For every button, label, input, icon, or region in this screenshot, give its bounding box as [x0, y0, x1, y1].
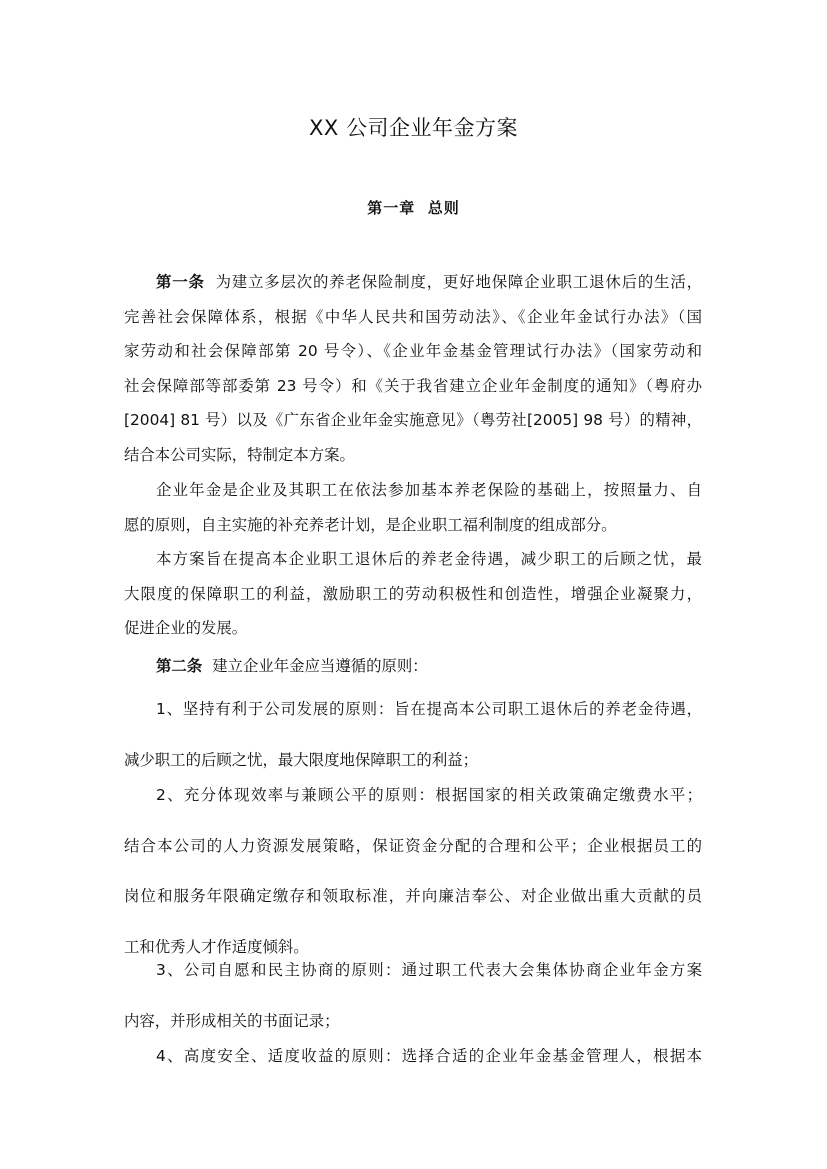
article-1-paragraph: [124, 265, 702, 473]
article-1-line-6: 结合本公司实际，特制定本方案。: [124, 445, 355, 464]
article-2-label: 第二条: [156, 657, 203, 675]
article-1-line-4: 社会保障部等部委第 23 号令）和《关于我省建立企业年金制度的通知》（粤府办: [124, 376, 702, 395]
para-3-line-1: 本方案旨在提高本企业职工退休后的养老金待遇，减少职工的后顾之忧，最: [156, 550, 702, 568]
principle-2-line-3: 岗位和服务年限确定缴存和领取标准，并向廉洁奉公、对企业做出重大贡献的员: [124, 887, 702, 906]
article-1-label: 第一条: [156, 273, 205, 291]
chapter-heading: 第一章 总则: [367, 199, 460, 217]
document-title: XX 公司企业年金方案: [309, 116, 518, 140]
para-3-line-2: 大限度的保障职工的利益，激励职工的劳动积极性和创造性，增强企业凝聚力，: [124, 584, 702, 603]
para-2-line-1: 企业年金是企业及其职工在依法参加基本养老保险的基础上，按照量力、自: [156, 481, 702, 499]
pension-definition-paragraph: [124, 473, 702, 542]
principle-2-line-4: 工和优秀人才作适度倾斜。: [124, 937, 309, 956]
principle-4-line-1: 4、高度安全、适度收益的原则：选择合适的企业年金基金管理人，根据本: [156, 1047, 702, 1065]
principle-2-line-2: 结合本公司的人力资源发展策略，保证资金分配的合理和公平；企业根据员工的: [124, 836, 702, 855]
principle-2-line-1: 2、充分体现效率与兼顾公平的原则：根据国家的相关政策确定缴费水平；: [156, 786, 702, 804]
article-2-text: 建立企业年金应当遵循的原则：: [212, 657, 428, 675]
article-1-line-2: 完善社会保障体系，根据《中华人民共和国劳动法》、《企业年金试行办法》（国: [124, 307, 702, 326]
principle-1-line-2: 减少职工的后顾之忧，最大限度地保障职工的利益；: [124, 750, 478, 769]
article-2-paragraph: [124, 654, 702, 678]
article-1-line-3: 家劳动和社会保障部第 20 号令）、《企业年金基金管理试行办法》（国家劳动和: [124, 342, 702, 361]
principle-3-line-1: 3、公司自愿和民主协商的原则：通过职工代表大会集体协商企业年金方案: [156, 961, 702, 979]
principle-4-paragraph: [124, 1031, 702, 1082]
principle-1-line-1: 1、坚持有利于公司发展的原则：旨在提高本公司职工退休后的养老金待遇，: [156, 700, 702, 718]
principle-3-line-2: 内容，并形成相关的书面记录；: [124, 1011, 340, 1030]
principle-2-paragraph: [124, 770, 702, 972]
para-2-line-2: 愿的原则，自主实施的补充养老计划，是企业职工福利制度的组成部分。: [124, 515, 617, 534]
article-1-line-5: [2004] 81 号）以及《广东省企业年金实施意见》（粤劳社[2005] 98 号）的精神，: [124, 411, 702, 430]
para-3-line-3: 促进企业的发展。: [124, 619, 248, 638]
plan-purpose-paragraph: [124, 542, 702, 646]
article-1-line-1: 为建立多层次的养老保险制度，更好地保障企业职工退休后的生活，: [214, 273, 702, 291]
